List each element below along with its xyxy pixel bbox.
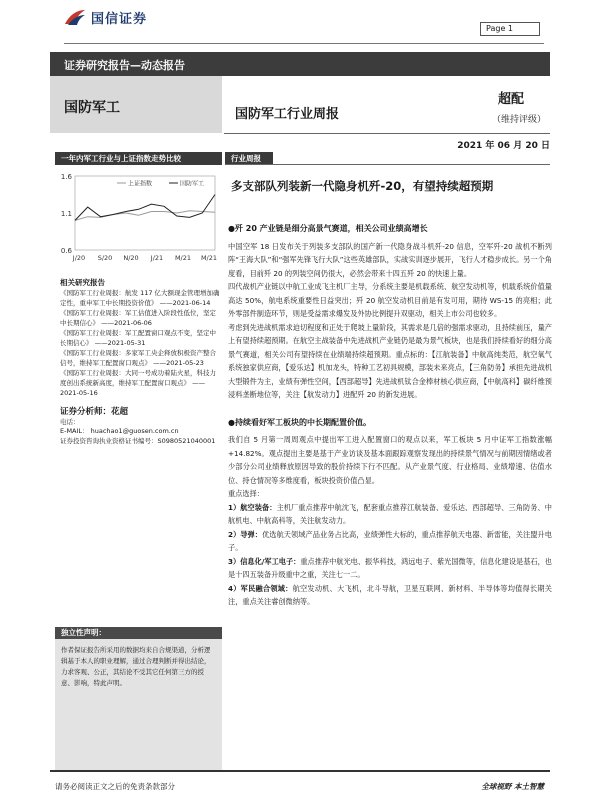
report-date: 2021 年 06 月 20 日 (457, 141, 550, 151)
report-title: 国防军工行业周报 (235, 107, 340, 122)
series-line-1 (75, 195, 215, 221)
x-tick-label: M/21 (174, 254, 192, 262)
footer-divider (50, 770, 550, 772)
related-item[interactable]: 《国防军工行业周报：航发 117 亿大额现金管理增加确定性，重申军工中长期投资价值》 ——2021-06-14 (60, 289, 220, 307)
disclaimer-heading: 独立性声明： (55, 627, 222, 639)
headline: 多支部队列装新一代隐身机歼-20，有望持续超预期 (231, 179, 494, 193)
title-divider (224, 133, 550, 134)
related-reports (60, 278, 222, 398)
list-item (228, 582, 552, 609)
paragraph: 重点选择： (228, 489, 264, 498)
related-item[interactable]: 《国防军工行业周报：大同一号成功着陆火星，科技力度创出系统新高度，维持军工配置窗口观点》 ——2021-05-16 (60, 369, 216, 397)
article-tag: 行业周报 (225, 152, 273, 165)
list-item (228, 501, 552, 528)
footer-slogan: 全球视野 本土智慧 (481, 782, 544, 791)
section-heading: ●持续看好军工板块的中长期配置价值。 (228, 417, 371, 427)
list-item-label: 2）导弹： (228, 529, 263, 539)
paragraph: 中国空军 18 日发布关于列装多支部队的国产新一代隐身战斗机歼-20 信息，空军歼-20 战机不断列阵“王海大队”和“强军先锋飞行大队”这些英雄部队，实战实训逐步展开，飞行人才稳步成长。另一个角度看，目前歼 20 的列装空间仍很大，必然会带来十四五歼 20 的快速上量。 (228, 241, 552, 278)
related-heading: 相关研究报告 (60, 278, 105, 287)
y-tick-label: 1.1 (60, 210, 72, 218)
footer-disclaimer: 请务必阅读正文之后的免责条款部分 (55, 782, 175, 791)
y-tick-label: 1.6 (60, 173, 72, 181)
analyst-cert: 证券投资咨询执业资格证书编号：S0980521040001 (60, 436, 216, 445)
rating: 超配 (498, 92, 525, 107)
x-tick-label: J/20 (72, 254, 86, 262)
section-heading: ●歼 20 产业链是细分高景气赛道，相关公司业绩高增长 (228, 224, 428, 233)
report-type: 证券研究报告—动态报告 (64, 59, 185, 72)
paragraph: 我们自 5 月第一周周观点中提出军工进入配置窗口的观点以来，军工板块 5 月中证军工指数涨幅+14.82%。观点提出主要是基于产业访谈及基本面跟踪观察发现出的持续景气情况与前期因情绪或者少部分公司业绩释放原因导致的股价持续下行不匹配。从产业景气度、行业格局、业绩增速、估值水位、持仓情况等多维度看，板块投资价值凸显。 (228, 435, 552, 485)
article-body (228, 220, 552, 609)
list-item-label: 3）信息化/军工电子： (228, 556, 301, 566)
analyst-name: 花超 (111, 407, 129, 417)
list-item-text: 优选航天领域产品业务占比高，业绩弹性大标的，重点推荐航天电器、新雷能，关注盟升电子。 (228, 529, 552, 552)
analyst-email[interactable]: E-MAIL： huachao1@guosen.com.cn (60, 427, 179, 435)
analyst-info (60, 408, 230, 446)
logo-icon (64, 8, 86, 26)
logo-text: 国信证券 (91, 11, 148, 27)
chart-heading: 一年内军工行业与上证指数走势比较 (55, 152, 222, 165)
paragraph: 四代战机产业链以中航工业成飞主机厂主导，分系统主要是机载系统、航空发动机等，机载系统价值量高达 50%，航电系统重要性日益突出；歼 20 航空发动机目前是有发可用，期待 WS-15 的亮相；此外零部件制造环节，则是受益需求爆发及外协比例提升双驱动，相关上市公司也较多。 (228, 282, 552, 318)
index-comparison-chart (55, 170, 220, 270)
tag-divider (225, 164, 550, 165)
disclaimer-text: 作者保证报告所采用的数据均来自合规渠道，分析逻辑基于本人的职业理解，通过合理判断并得出结论，力求客观、公正，其结论不受其它任何第三方的授意、影响，特此声明。 (55, 639, 222, 771)
list-item-text: 航空发动机、大飞机，北斗导航，卫星互联网、新材料、半导体等均值得长期关注，重点关注睿创微纳等。 (228, 583, 552, 606)
x-tick-label: N/20 (123, 254, 139, 262)
related-item[interactable]: 《国防军工行业周报：多家军工央企释放积极资产整合信号，维持军工配置窗口观点》 ——2021-05-23 (60, 349, 216, 367)
analyst-phone: 电话： (60, 417, 80, 426)
y-tick-label: 0.6 (60, 247, 72, 255)
list-item (228, 555, 552, 582)
legend-label: 国防军工 (180, 180, 205, 188)
list-item-label: 4）军民融合领域： (228, 583, 293, 593)
page-number: Page 1 (480, 22, 540, 36)
list-item (228, 528, 552, 555)
analyst-label: 证券分析师： (60, 407, 112, 417)
x-tick-label: M/21 (200, 254, 218, 262)
rating-note: （维持评级） (492, 115, 547, 125)
report-type-band (50, 52, 550, 76)
list-item-label: 1）航空装备： (228, 502, 277, 512)
legend-label: 上证指数 (128, 180, 153, 188)
sector-name: 国防军工 (64, 100, 120, 116)
list-item-text: 主机厂重点推荐中航沈飞，配套重点推荐江航装备、爱乐达、西部超导、三角防务、中航机电、中航高科等，关注航发动力。 (228, 502, 552, 525)
related-item[interactable]: 《国防军工行业周报：军工估值进入阶段性低位，坚定中长期信心》 ——2021-06-06 (60, 309, 216, 327)
related-item[interactable]: 《国防军工行业周报：军工配置窗口观点不变，坚定中长期信心》 ——2021-05-31 (60, 329, 216, 347)
paragraph: 考虑到先进战机需求迫切程度和正处于爬坡上量阶段，其需求是几倍的强需求驱动，且持续前压，量产上有望持续超预期。在航空主战装备中先进战机产业链仍是最为景气板块，也是我们持续看好的细分高景气赛道，相关公司有望持续在业绩端持续超预期。重点标的：【江航装备】中航高纯类范，航空氧气系统独家供应商，【爱乐达】机加龙头，特种工艺初具规模，部装未来亮点，【三角防务】承担先进战机大型锻件为主，业绩有弹性空间，【西部超导】先进战机钛合金棒材核心供应商，【中航高科】碳纤维预浸料垄断地位等，关注【航发动力】进配歼 20 的新发进展。 (228, 322, 552, 399)
list-item-text: 重点推荐中航光电、振华科技，鸿远电子、紫光国微等，信息化建设是基石，也是十四五装备升级重中之重，关注七一二。 (228, 556, 552, 579)
top-divider (64, 43, 544, 44)
sector-panel (50, 76, 222, 133)
x-tick-label: J/21 (150, 254, 164, 262)
logo (64, 7, 164, 27)
x-tick-label: S/20 (97, 254, 113, 262)
